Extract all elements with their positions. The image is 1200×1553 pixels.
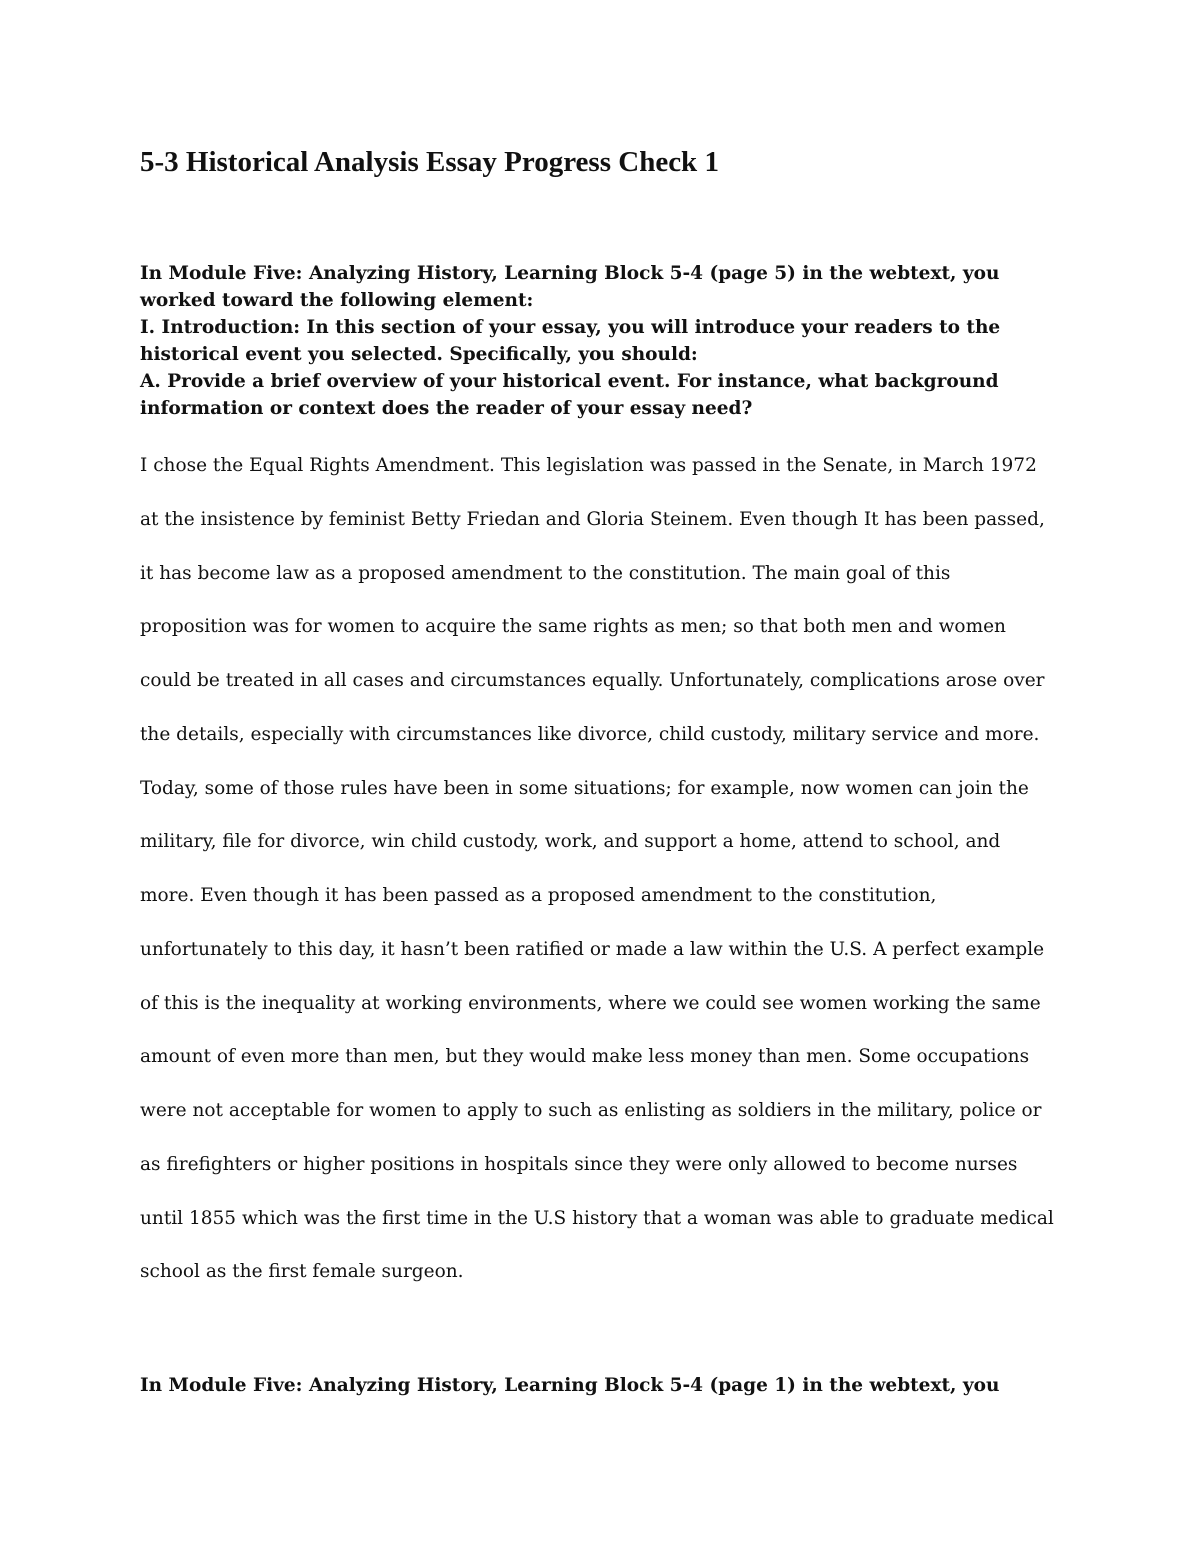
essay-body [140, 446, 1070, 1306]
essay-line: more. Even though it has been passed as a proposed amendment to the constitution, [140, 885, 937, 906]
prompt-block-2 [140, 1372, 1040, 1399]
essay-line: as firefighters or higher positions in hospitals since they were only allowed to become nurses [140, 1153, 1018, 1175]
essay-line: unfortunately to this day, it hasn’t been ratified or made a law within the U.S. A perfect example [140, 938, 1045, 960]
prompt-line: I. Introduction: In this section of your essay, you will introduce your readers to the [140, 317, 1001, 338]
essay-line: were not acceptable for women to apply to such as enlisting as soldiers in the military, police or [140, 1100, 1042, 1121]
essay-line: the details, especially with circumstances like divorce, child custody, military service and more. [140, 723, 1040, 745]
prompt-line: In Module Five: Analyzing History, Learning Block 5-4 (page 5) in the webtext, you [140, 263, 1000, 284]
essay-line: proposition was for women to acquire the same rights as men; so that both men and women [140, 616, 1006, 638]
essay-line: military, file for divorce, win child custody, work, and support a home, attend to school, and [140, 831, 1001, 853]
essay-line: of this is the inequality at working environments, where we could see women working the same [140, 992, 1041, 1014]
document-title: 5-3 Historical Analysis Essay Progress Check 1 [140, 146, 719, 178]
essay-line: could be treated in all cases and circumstances equally. Unfortunately, complications arose over [140, 670, 1045, 691]
essay-line: amount of even more than men, but they would make less money than men. Some occupations [140, 1046, 1030, 1068]
prompt-block-1 [140, 260, 1040, 422]
essay-line: I chose the Equal Rights Amendment. This legislation was passed in the Senate, in March 1972 [140, 455, 1037, 476]
essay-line: school as the first female surgeon. [140, 1261, 464, 1283]
essay-line: Today, some of those rules have been in some situations; for example, now women can join the [140, 777, 1029, 799]
essay-line: at the insistence by feminist Betty Friedan and Gloria Steinem. Even though It has been passed, [140, 508, 1045, 530]
prompt-line: information or context does the reader of your essay need? [140, 398, 753, 419]
prompt-line: A. Provide a brief overview of your historical event. For instance, what background [140, 371, 999, 392]
prompt-line: In Module Five: Analyzing History, Learning Block 5-4 (page 1) in the webtext, you [140, 1375, 1000, 1396]
prompt-line: historical event you selected. Specifically, you should: [140, 344, 698, 365]
prompt-line: worked toward the following element: [140, 290, 534, 311]
essay-line: until 1855 which was the first time in the U.S history that a woman was able to graduate medical [140, 1207, 1054, 1229]
essay-line: it has become law as a proposed amendment to the constitution. The main goal of this [140, 562, 951, 584]
